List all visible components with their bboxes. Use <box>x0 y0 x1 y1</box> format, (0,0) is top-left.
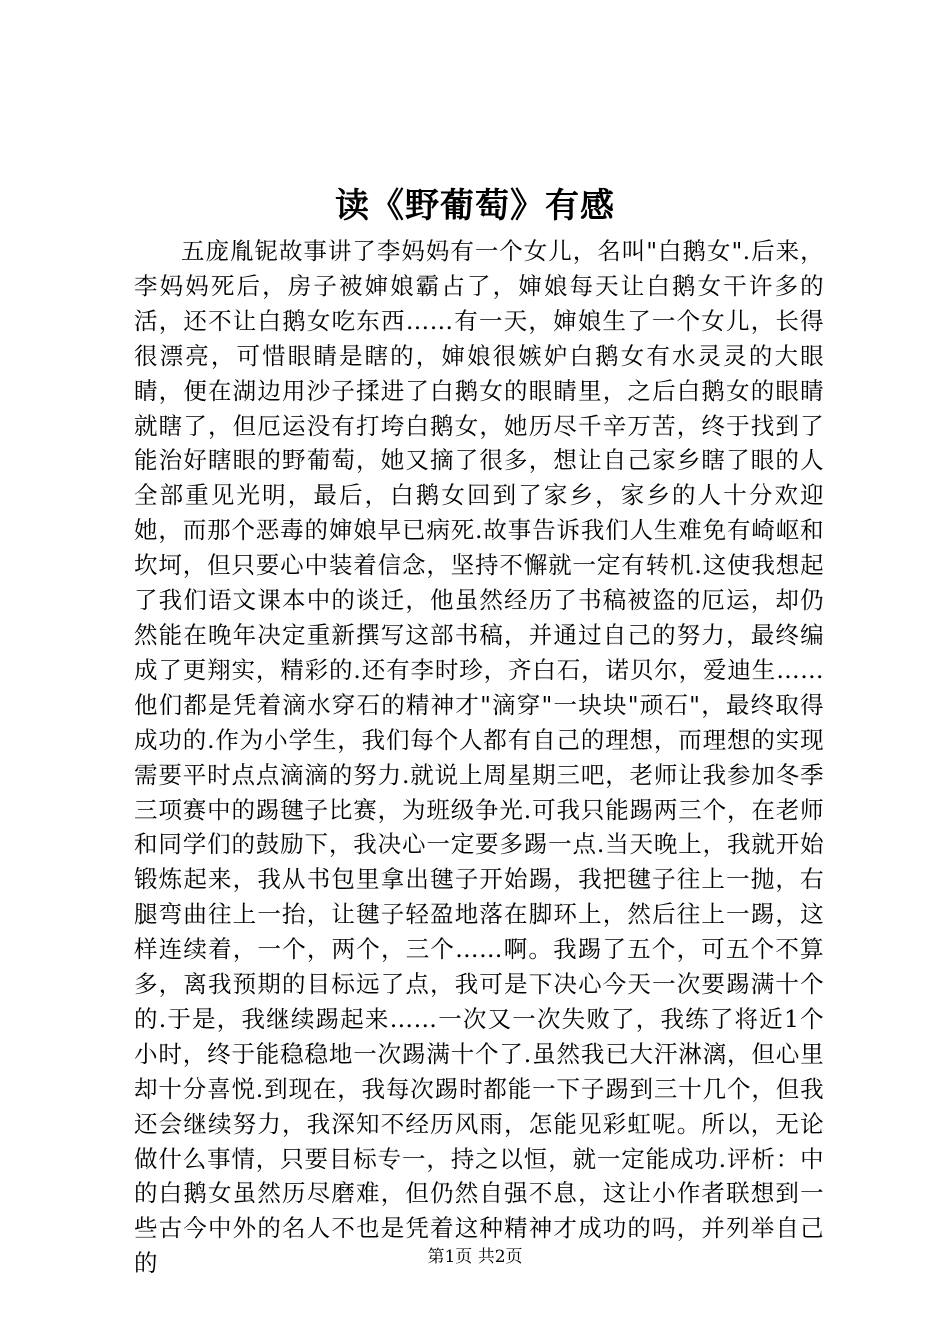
body-paragraph: 五庞胤铌故事讲了李妈妈有一个女儿，名叫"白鹅女".后来，李妈妈死后，房子被婶娘霸占了，婶娘每天让白鹅女干许多的活，还不让白鹅女吃东西……有一天，婶娘生了一个女儿，长得很漂亮，可惜眼睛是瞎的，婶娘很嫉妒白鹅女有水灵灵的大眼睛，便在湖边用沙子揉进了白鹅女的眼睛里，之后白鹅女的眼睛就瞎了，但厄运没有打垮白鹅女，她历尽千辛万苦，终于找到了能治好瞎眼的野葡萄，她又摘了很多，想让自己家乡瞎了眼的人全部重见光明，最后，白鹅女回到了家乡，家乡的人十分欢迎她，而那个恶毒的婶娘早已病死.故事告诉我们人生难免有崎岖和坎坷，但只要心中装着信念，坚持不懈就一定有转机.这使我想起了我们语文课本中的谈迁，他虽然经历了书稿被盗的厄运，却仍然能在晚年决定重新撰写这部书稿，并通过自己的努力，最终编成了更翔实，精彩的.还有李时珍，齐白石，诺贝尔，爱迪生……他们都是凭着滴水穿石的精神才"滴穿"一块块"顽石"，最终取得成功的.作为小学生，我们每个人都有自己的理想，而理想的实现需要平时点点滴滴的努力.就说上周星期三吧，老师让我参加冬季三项赛中的踢毽子比赛，为班级争光.可我只能踢两三个，在老师和同学们的鼓励下，我决心一定要多踢一点.当天晚上，我就开始锻炼起来，我从书包里拿出毽子开始踢，我把毽子往上一抛，右腿弯曲往上一抬，让毽子轻盈地落在脚环上，然后往上一踢，这样连续着，一个，两个，三个……啊。我踢了五个，可五个不算多，离我预期的目标远了点，我可是下决心今天一次要踢满十个的.于是，我继续踢起来……一次又一次失败了，我练了将近1个小时，终于能稳稳地一次踢满十个了.虽然我已大汗淋漓，但心里却十分喜悦.到现在，我每次踢时都能一下子踢到三十几个，但我还会继续努力，我深知不经历风雨，怎能见彩虹呢。所以，无论做什么事情，只要目标专一，持之以恒，就一定能成功.评析：中的白鹅女虽然历尽磨难，但仍然自强不息，这让小作者联想到一些古今中外的名人不也是凭着这种精神才成功的吗，并列举自己的 <box>134 237 824 1278</box>
document-title: 读《野葡萄》有感 <box>335 186 615 226</box>
page-footer: 第1页 共2页 <box>427 1247 523 1267</box>
